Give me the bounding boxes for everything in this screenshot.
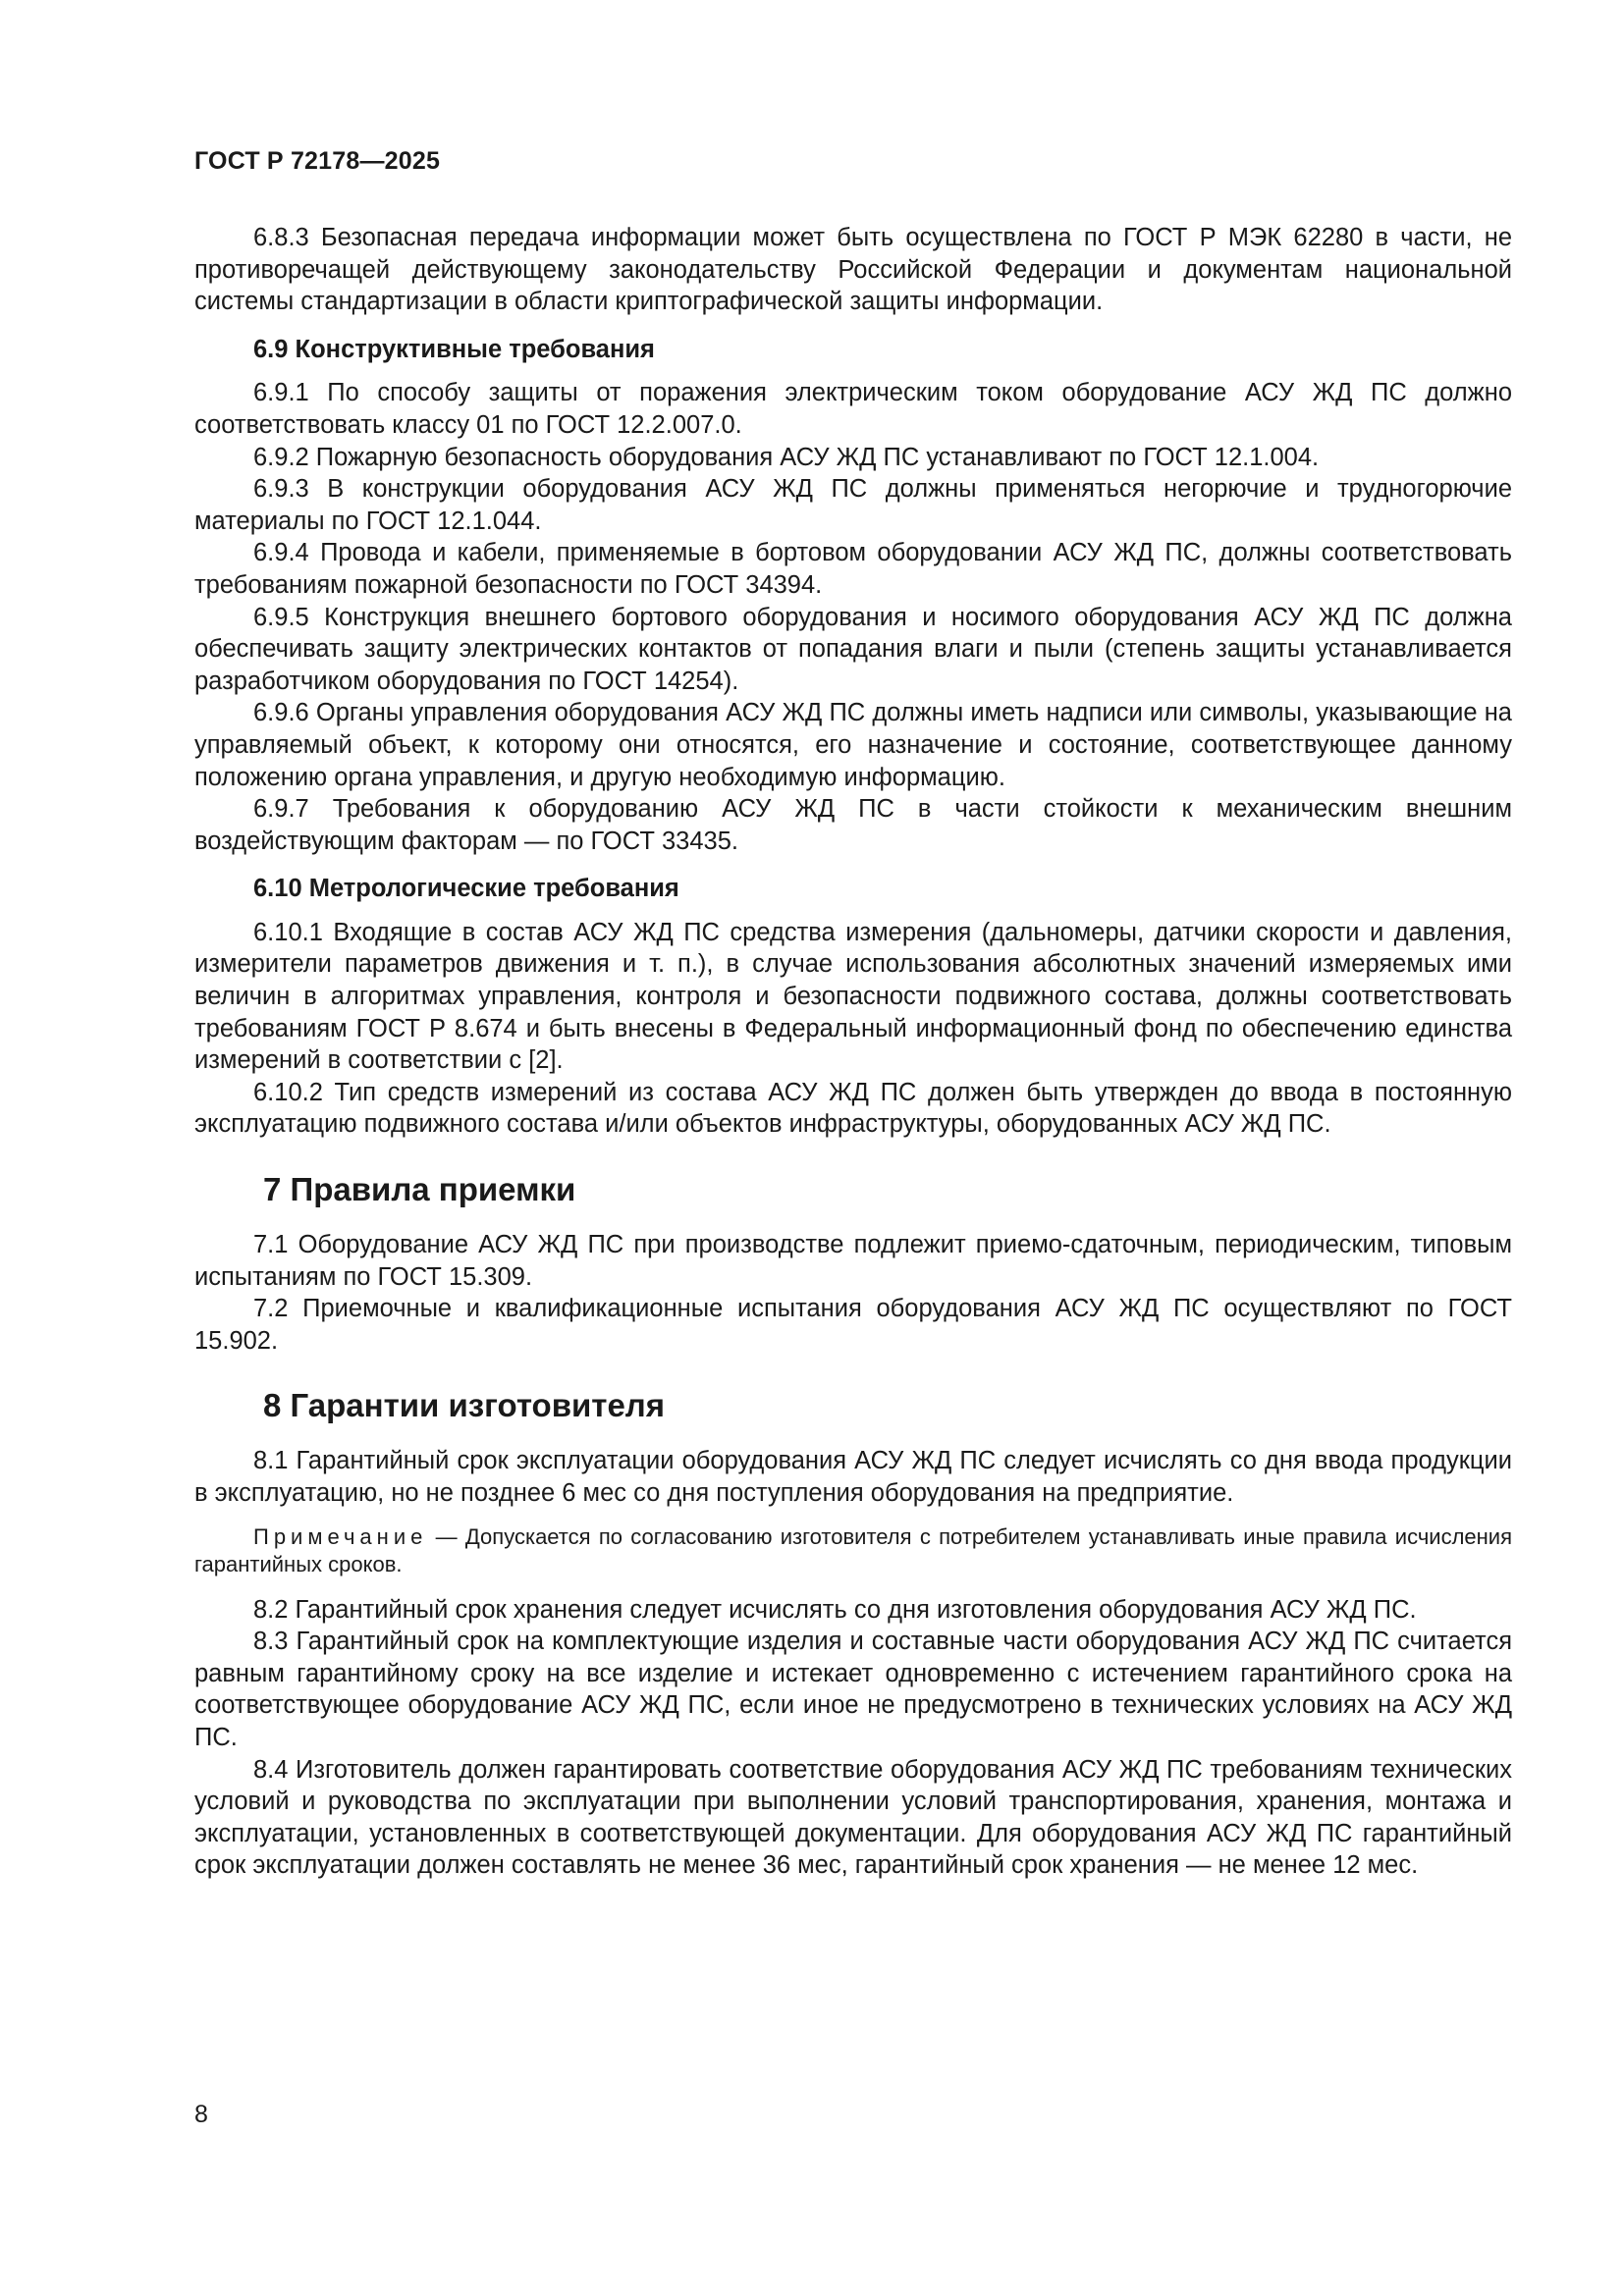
- page-number: 8: [194, 2101, 208, 2128]
- note: [194, 1523, 1512, 1578]
- clause-6-9-7: 6.9.7 Требования к оборудованию АСУ ЖД ПС в части стойкости к механическим внешним воздействующим факторам — по ГОСТ 33435.: [194, 795, 1512, 855]
- clause-6-10-1: 6.10.1 Входящие в состав АСУ ЖД ПС средства измерения (дальномеры, датчики скорости и давления, измерители параметров движения и т. п.), в случае использования абсолютных значений измеряемых ими величин в алгоритмах управления, контроля и безопасности подвижного состава, должны соответствовать требованиям ГОСТ Р 8.674 и быть внесены в Федеральный информационный фонд по обеспечению единства измерений в соответствии с [2].: [194, 918, 1512, 1075]
- clause-8-1: 8.1 Гарантийный срок эксплуатации оборудования АСУ ЖД ПС следует исчислять со дня ввода продукции в эксплуатацию, но не позднее 6 мес со дня поступления оборудования на предприятие.: [194, 1447, 1512, 1507]
- clause-6-8-3: 6.8.3 Безопасная передача информации может быть осуществлена по ГОСТ Р МЭК 62280 в части, не противоречащей действующему законодательству Российской Федерации и документам национальной системы стандартизации в области криптографической защиты информации.: [194, 224, 1512, 316]
- heading-6-10: 6.10 Метрологические требования: [253, 875, 679, 903]
- note-label: Примечание: [253, 1523, 428, 1549]
- heading-6-9: 6.9 Конструктивные требования: [253, 335, 655, 363]
- clause-8-3: 8.3 Гарантийный срок на комплектующие изделия и составные части оборудования АСУ ЖД ПС считается равным гарантийному сроку на все изделие и истекает одновременно с истечением гарантийного срока на соответствующее оборудование АСУ ЖД ПС, если иное не предусмотрено в технических условиях на АСУ ЖД ПС.: [194, 1628, 1512, 1751]
- clause-6-9-3: 6.9.3 В конструкции оборудования АСУ ЖД ПС должны применяться негорючие и трудногорючие материалы по ГОСТ 12.1.044.: [194, 475, 1512, 535]
- clause-6-9-6: 6.9.6 Органы управления оборудования АСУ ЖД ПС должны иметь надписи или символы, указывающие на управляемый объект, к которому они относятся, его назначение и состояние, соответствующее данному положению органа управления, и другую необходимую информацию.: [194, 699, 1512, 791]
- clause-8-2: 8.2 Гарантийный срок хранения следует исчислять со дня изготовления оборудования АСУ ЖД ПС.: [253, 1595, 1417, 1624]
- document-code-header: ГОСТ Р 72178—2025: [194, 147, 441, 175]
- document-body: [194, 222, 1512, 1882]
- heading-section-7: 7 Правила приемки: [263, 1171, 576, 1208]
- note-text: — Допускается по согласованию изготовителя с потребителем устанавливать иные правила исчисления гарантийных сроков.: [194, 1523, 1512, 1576]
- clause-7-1: 7.1 Оборудование АСУ ЖД ПС при производстве подлежит приемо-сдаточным, периодическим, типовым испытаниям по ГОСТ 15.309.: [194, 1231, 1512, 1291]
- clause-8-4: 8.4 Изготовитель должен гарантировать соответствие оборудования АСУ ЖД ПС требованиям технических условий и руководства по эксплуатации при выполнении условий транспортирования, хранения, монтажа и эксплуатации, установленных в соответствующей документации. Для оборудования АСУ ЖД ПС гарантийный срок эксплуатации должен составлять не менее 36 мес, гарантийный срок хранения — не менее 12 мес.: [194, 1755, 1512, 1880]
- clause-6-9-5: 6.9.5 Конструкция внешнего бортового оборудования и носимого оборудования АСУ ЖД ПС должна обеспечивать защиту электрических контактов от попадания влаги и пыли (степень защиты устанавливается разработчиком оборудования по ГОСТ 14254).: [194, 603, 1512, 695]
- clause-6-10-2: 6.10.2 Тип средств измерений из состава АСУ ЖД ПС должен быть утвержден до ввода в постоянную эксплуатацию подвижного состава и/или объектов инфраструктуры, оборудованных АСУ ЖД ПС.: [194, 1078, 1512, 1139]
- clause-6-9-1: 6.9.1 По способу защиты от поражения электрическим током оборудование АСУ ЖД ПС должно соответствовать классу 01 по ГОСТ 12.2.007.0.: [194, 379, 1512, 439]
- clause-6-9-4: 6.9.4 Провода и кабели, применяемые в бортовом оборудовании АСУ ЖД ПС, должны соответствовать требованиям пожарной безопасности по ГОСТ 34394.: [194, 539, 1512, 599]
- heading-section-8: 8 Гарантии изготовителя: [263, 1387, 666, 1424]
- clause-6-9-2: 6.9.2 Пожарную безопасность оборудования АСУ ЖД ПС устанавливают по ГОСТ 12.1.004.: [253, 443, 1320, 471]
- clause-7-2: 7.2 Приемочные и квалификационные испытания оборудования АСУ ЖД ПС осуществляют по ГОСТ 15.902.: [194, 1295, 1512, 1355]
